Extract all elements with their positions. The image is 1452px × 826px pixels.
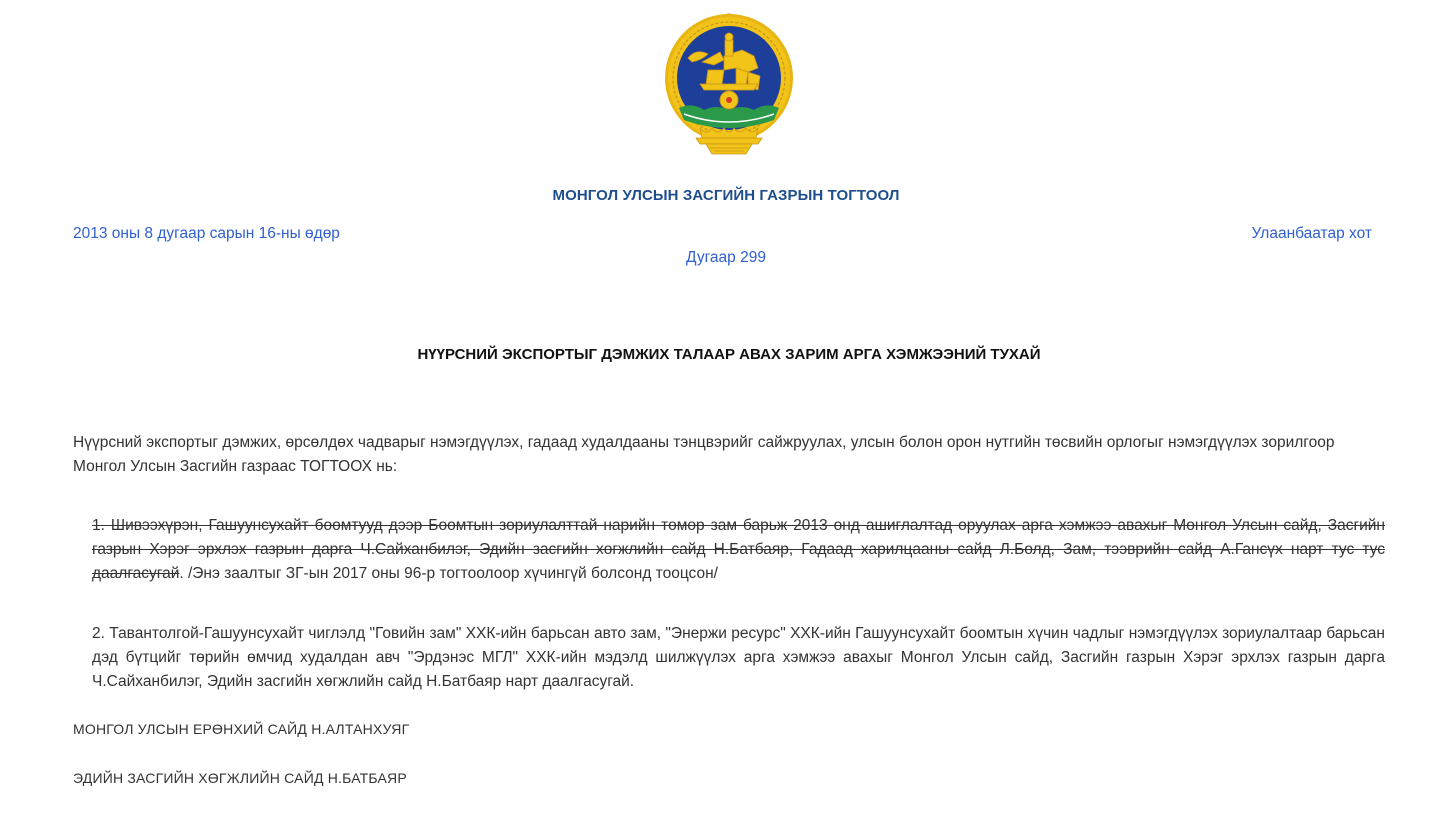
signer-economy-minister: ЭДИЙН ЗАСГИЙН ХӨГЖЛИЙН САЙД Н.БАТБАЯР: [73, 770, 407, 786]
document-type-heading: МОНГОЛ УЛСЫН ЗАСГИЙН ГАЗРЫН ТОГТООЛ: [552, 187, 900, 204]
signer-prime-minister: МОНГОЛ УЛСЫН ЕРӨНХИЙ САЙД Н.АЛТАНХУЯГ: [73, 721, 410, 737]
decree-title: НҮҮРСНИЙ ЭКСПОРТЫГ ДЭМЖИХ ТАЛААР АВАХ ЗАРИМ АРГА ХЭМЖЭЭНИЙ ТУХАЙ: [417, 346, 1041, 363]
state-emblem-icon: [662, 10, 796, 158]
decree-item-2: 2. Тавантолгой-Гашуунсухайт чиглэлд "Говийн зам" ХХК-ийн барьсан авто зам, "Энержи ресурс" ХХК-ийн Гашуунсухайт боомтын хүчин чадлыг нэмэгдүүлэх зориулалтаар барьсан дэд бүтцийг төрийн өмчид худалдан авч "Эрдэнэс МГЛ" ХХК-ийн мэдэлд шилжүүлэх арга хэмжээ авахыг Монгол Улсын сайд, Засгийн газрын Хэрэг эрхлэх газрын дарга Ч.Сайханбилэг, Эдийн засгийн хөгжлийн сайд Н.Батбаяр нарт даалгасугай.: [92, 625, 1385, 690]
repeal-note: . /Энэ заалтыг ЗГ-ын 2017 оны 96-р тогтоолоор хүчингүй болсонд тооцсон/: [179, 565, 718, 582]
decree-item-1: [92, 514, 1385, 586]
repealed-text: 1. Шивээхүрэн, Гашуунсухайт боомтууд дээр Боомтын зориулалттай нарийн төмөр зам барьж 2013 онд ашиглалтад оруулах арга хэмжээ авахыг Монгол Улсын сайд, Засгийн газрын Хэрэг эрхлэх газрын дарга Ч.Сайханбилэг, Эдийн засгийн хөгжлийн сайд Н.Батбаяр, Гадаад харилцааны сайд Л.Болд, Зам, тээврийн сайд А.Гансүх нарт тус тус даалгасугай: [92, 517, 1385, 582]
decree-place: Улаанбаатар хот: [1251, 225, 1372, 242]
decree-number: Дугаар 299: [686, 249, 766, 266]
decree-date: 2013 оны 8 дугаар сарын 16-ны өдөр: [73, 225, 340, 242]
decree-intro-paragraph: Нүүрсний экспортыг дэмжих, өрсөлдөх чадварыг нэмэгдүүлэх, гадаад худалдааны тэнцвэрийг сайжруулах, улсын болон орон нутгийн төсвийн орлогыг нэмэгдүүлэх зорилгоор Монгол Улсын Засгийн газраас ТОГТООХ нь:: [73, 434, 1335, 475]
